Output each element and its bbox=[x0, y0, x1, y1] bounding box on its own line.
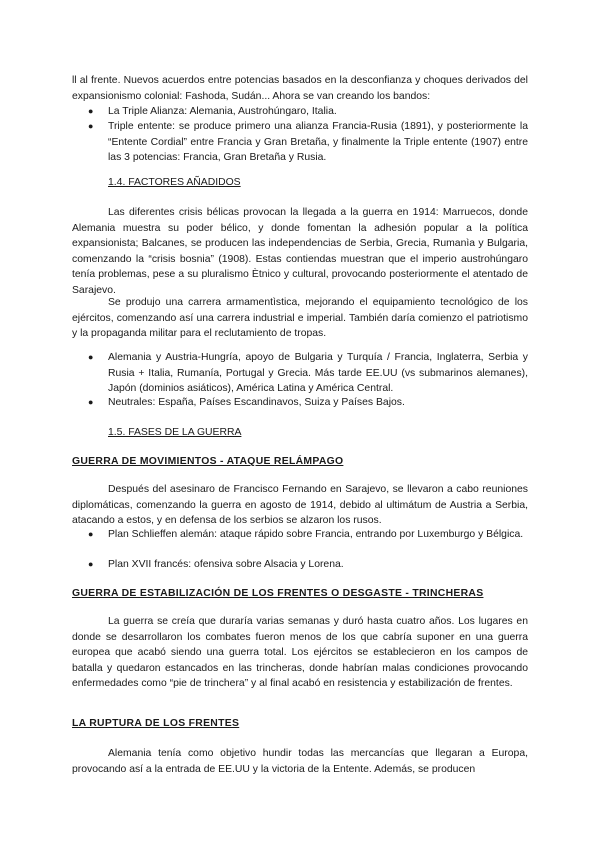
list-item bbox=[90, 350, 528, 397]
heading-ruptura-frentes: LA RUPTURA DE LOS FRENTES bbox=[72, 718, 240, 729]
stabilization-paragraph: La guerra se creía que duraría varias semanas y duró hasta cuatro años. Los lugares en donde se desarrollaron los combates fueron menos de los que cabría suponer en una guerra europea que acabó siendo una guerra total. Los ejércitos se establecieron en los campos de batalla y quedaron estancados en las trincheras, donde habrían malas condiciones provocando enfermedades como “pie de trinchera” y al final acabó en resistencia y estabilización de frentes. bbox=[72, 616, 528, 690]
list-item bbox=[90, 557, 528, 573]
movements-paragraph: Después del asesinaro de Francisco Fernando en Sarajevo, se llevaron a cabo reuniones diplomáticas, comenzando la guerra en agosto de 1914, debido al ultimátum de Austria a Serbia, atacando a estos, y en defensa de los serbios se alzaron los rusos. bbox=[72, 484, 528, 527]
section-title-1-4: 1.4. FACTORES AÑADIDOS bbox=[108, 177, 241, 188]
list-item bbox=[90, 119, 528, 166]
bullet-icon: ● bbox=[88, 397, 94, 407]
heading-guerra-estabilizacion: GUERRA DE ESTABILIZACIÓN DE LOS FRENTES O DESGASTE - TRINCHERAS bbox=[72, 588, 484, 599]
factors-paragraph-1: Las diferentes crisis bélicas provocan la llegada a la guerra en 1914: Marruecos, donde Alemania muestra su poder bélico, y donde fomentan la adhesión popular a la política expansionista; Balcanes, se producen las independencias de Serbia, Grecia, Rumanìa y Bulgaria, comenzando la “crisis bosnia” (1908). Estas contiendas muestran que el imperio austrohúngaro tenía problemas, pese a su pluralismo Ètnico y cultural, provocando posteriormente el atentado de Sarajevo. bbox=[72, 207, 528, 296]
list-item bbox=[90, 104, 528, 120]
bullet-text: Triple entente: se produce primero una alianza Francia-Rusia (1891), y posteriormente la “Entente Cordial” entre Francia y Gran Bretaña, y finalmente la Triple entente (1907) entre las 3 potencias: Francia, Gran Bretaña y Rusia. bbox=[108, 121, 528, 164]
factors-paragraph-2: Se produjo una carrera armamentìstica, mejorando el equipamiento tecnológico de los ejércitos, comenzando así una carrera industrial e imperial. También daría comienzo el patriotismo y la propaganda militar para el reclutamiento de tropas. bbox=[72, 297, 528, 340]
bullet-icon: ● bbox=[88, 352, 94, 362]
section-title-1-5: 1.5. FASES DE LA GUERRA bbox=[108, 427, 242, 438]
bullet-text: Plan Schlieffen alemán: ataque rápido sobre Francia, entrando por Luxemburgo y Bélgica. bbox=[108, 529, 524, 540]
list-item bbox=[90, 527, 528, 543]
bullet-icon: ● bbox=[88, 121, 94, 131]
bullet-text: Plan XVII francés: ofensiva sobre Alsacia y Lorena. bbox=[108, 559, 344, 570]
rupture-paragraph: Alemania tenía como objetivo hundir todas las mercancías que llegaran a Europa, provocando así a la entrada de EE.UU y la victoria de la Entente. Además, se producen bbox=[72, 748, 528, 775]
bullet-icon: ● bbox=[88, 559, 94, 569]
bullet-text: Alemania y Austria-Hungría, apoyo de Bulgaria y Turquía / Francia, Inglaterra, Serbia y Rusia + Italia, Rumanía, Portugal y Grecia. Más tarde EE.UU (vs submarinos alemanes), Japón (dominios asiáticos), América Latina y América Central. bbox=[108, 352, 528, 395]
bullet-text: Neutrales: España, Países Escandinavos, Suiza y Países Bajos. bbox=[108, 397, 405, 408]
bullet-icon: ● bbox=[88, 106, 94, 116]
list-item bbox=[90, 395, 528, 411]
intro-paragraph: ll al frente. Nuevos acuerdos entre potencias basados en la desconfianza y choques derivados del expansionismo colonial: Fashoda, Sudán... Ahora se van creando los bandos: bbox=[72, 75, 528, 102]
heading-guerra-movimientos: GUERRA DE MOVIMIENTOS - ATAQUE RELÁMPAGO bbox=[72, 456, 344, 467]
bullet-text: La Triple Alianza: Alemania, Austrohúngaro, Italia. bbox=[108, 106, 337, 117]
bullet-icon: ● bbox=[88, 529, 94, 539]
